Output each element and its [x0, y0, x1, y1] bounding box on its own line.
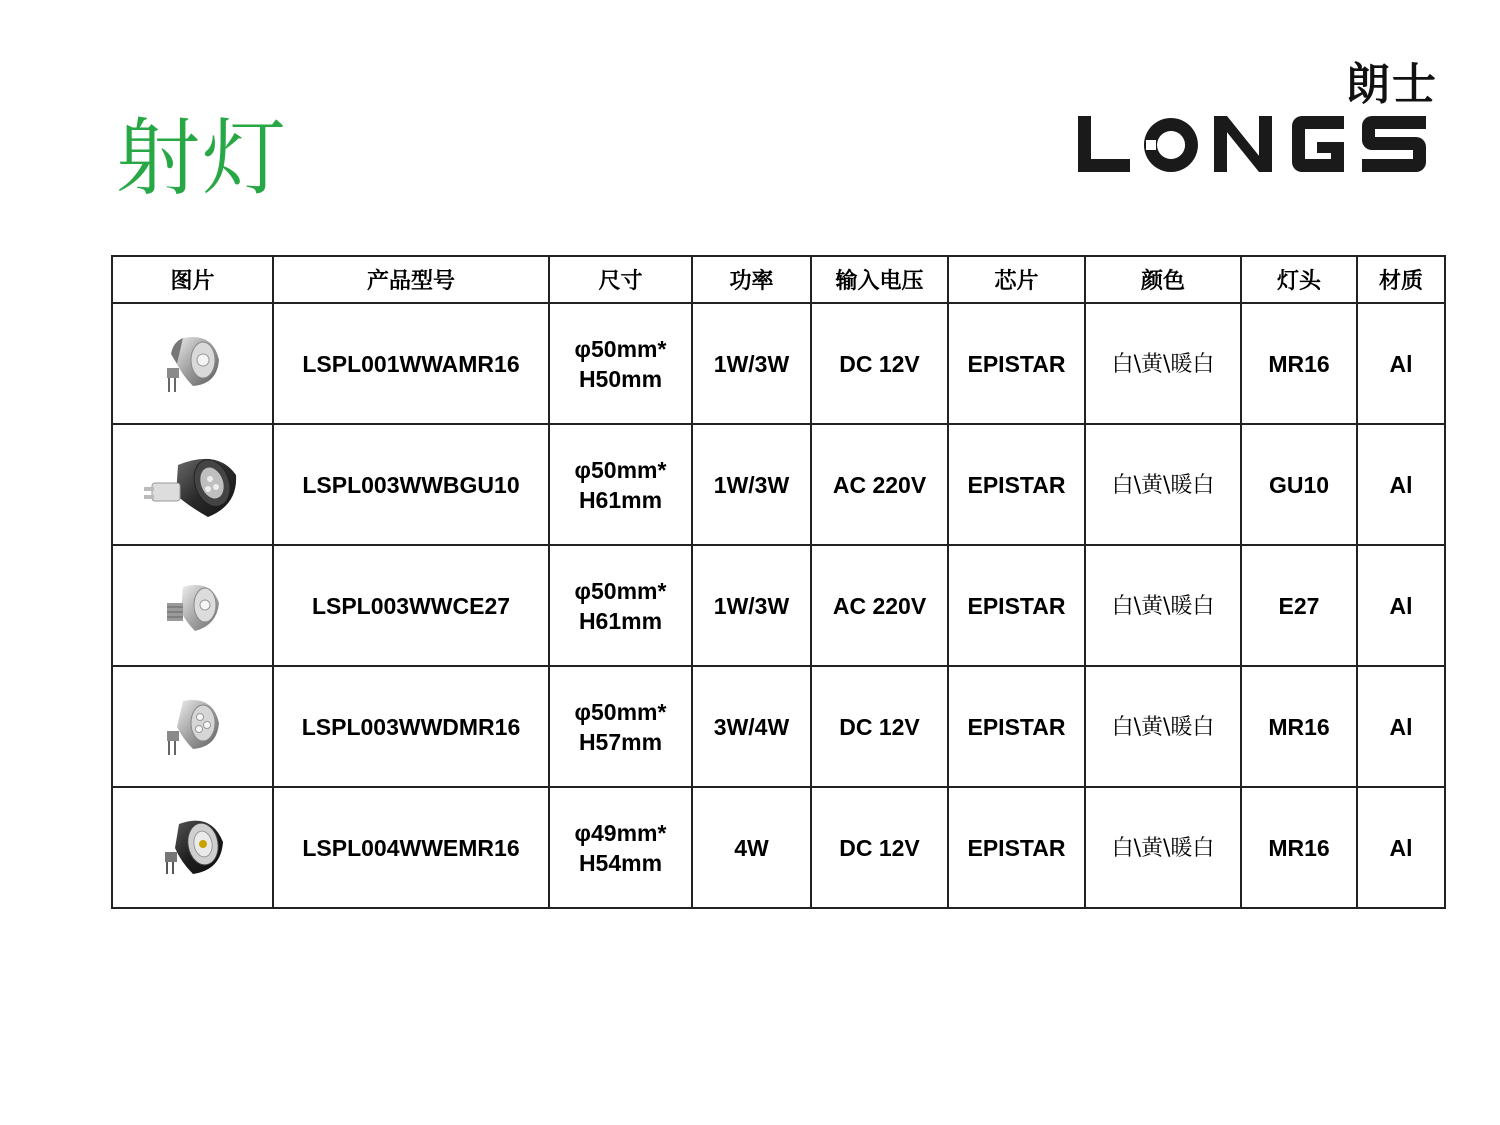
black-gu10-spotlight-image — [138, 445, 248, 525]
chip-cell: EPISTAR — [948, 787, 1085, 908]
material-cell: Al — [1357, 787, 1445, 908]
product-image-cell — [112, 303, 273, 424]
brand-logo — [1070, 60, 1450, 180]
chip-cell: EPISTAR — [948, 303, 1085, 424]
model-cell: LSPL004WWEMR16 — [273, 787, 549, 908]
chip-cell: EPISTAR — [948, 424, 1085, 545]
header-model: 产品型号 — [273, 256, 549, 303]
base-cell: MR16 — [1241, 303, 1357, 424]
table-row — [112, 303, 1445, 424]
base-cell: MR16 — [1241, 787, 1357, 908]
power-cell: 1W/3W — [692, 545, 811, 666]
model-cell: LSPL003WWBGU10 — [273, 424, 549, 545]
page-title: 射灯 — [116, 109, 289, 207]
product-image-cell — [112, 787, 273, 908]
size-cell: φ50mm* H57mm — [549, 666, 692, 787]
material-cell: Al — [1357, 303, 1445, 424]
power-cell: 1W/3W — [692, 424, 811, 545]
voltage-cell: AC 220V — [811, 545, 948, 666]
power-cell: 1W/3W — [692, 303, 811, 424]
chip-cell: EPISTAR — [948, 545, 1085, 666]
product-image-cell — [112, 545, 273, 666]
logo-wordmark — [1074, 112, 1444, 178]
size-cell: φ50mm* H61mm — [549, 424, 692, 545]
header-material: 材质 — [1357, 256, 1445, 303]
product-image-cell — [112, 666, 273, 787]
model-cell: LSPL003WWDMR16 — [273, 666, 549, 787]
table-header-row — [112, 256, 1445, 303]
base-cell: GU10 — [1241, 424, 1357, 545]
model-cell: LSPL001WWAMR16 — [273, 303, 549, 424]
silver-e27-spotlight-image — [153, 571, 233, 641]
model-cell: LSPL003WWCE27 — [273, 545, 549, 666]
power-cell: 3W/4W — [692, 666, 811, 787]
voltage-cell: DC 12V — [811, 787, 948, 908]
power-cell: 4W — [692, 787, 811, 908]
table-row — [112, 545, 1445, 666]
material-cell: Al — [1357, 424, 1445, 545]
header-chip: 芯片 — [948, 256, 1085, 303]
base-cell: MR16 — [1241, 666, 1357, 787]
header-power: 功率 — [692, 256, 811, 303]
color-cell: 白\黄\暖白 — [1085, 424, 1241, 545]
voltage-cell: DC 12V — [811, 303, 948, 424]
base-cell: E27 — [1241, 545, 1357, 666]
header-image: 图片 — [112, 256, 273, 303]
size-cell: φ49mm* H54mm — [549, 787, 692, 908]
voltage-cell: DC 12V — [811, 666, 948, 787]
table-row — [112, 424, 1445, 545]
header-color: 颜色 — [1085, 256, 1241, 303]
voltage-cell: AC 220V — [811, 424, 948, 545]
color-cell: 白\黄\暖白 — [1085, 545, 1241, 666]
color-cell: 白\黄\暖白 — [1085, 303, 1241, 424]
material-cell: Al — [1357, 666, 1445, 787]
silver-mr16-spotlight-image — [153, 687, 233, 767]
header-base: 灯头 — [1241, 256, 1357, 303]
black-cob-mr16-spotlight-image — [153, 808, 233, 888]
product-image-cell — [112, 424, 273, 545]
product-spec-table — [111, 255, 1446, 909]
material-cell: Al — [1357, 545, 1445, 666]
table-row — [112, 666, 1445, 787]
color-cell: 白\黄\暖白 — [1085, 666, 1241, 787]
header-voltage: 输入电压 — [811, 256, 948, 303]
header-size: 尺寸 — [549, 256, 692, 303]
table-row — [112, 787, 1445, 908]
size-cell: φ50mm* H50mm — [549, 303, 692, 424]
chip-cell: EPISTAR — [948, 666, 1085, 787]
silver-mr16-spotlight-image — [153, 324, 233, 404]
size-cell: φ50mm* H61mm — [549, 545, 692, 666]
logo-chinese-name: 朗士 — [1346, 59, 1438, 110]
color-cell: 白\黄\暖白 — [1085, 787, 1241, 908]
